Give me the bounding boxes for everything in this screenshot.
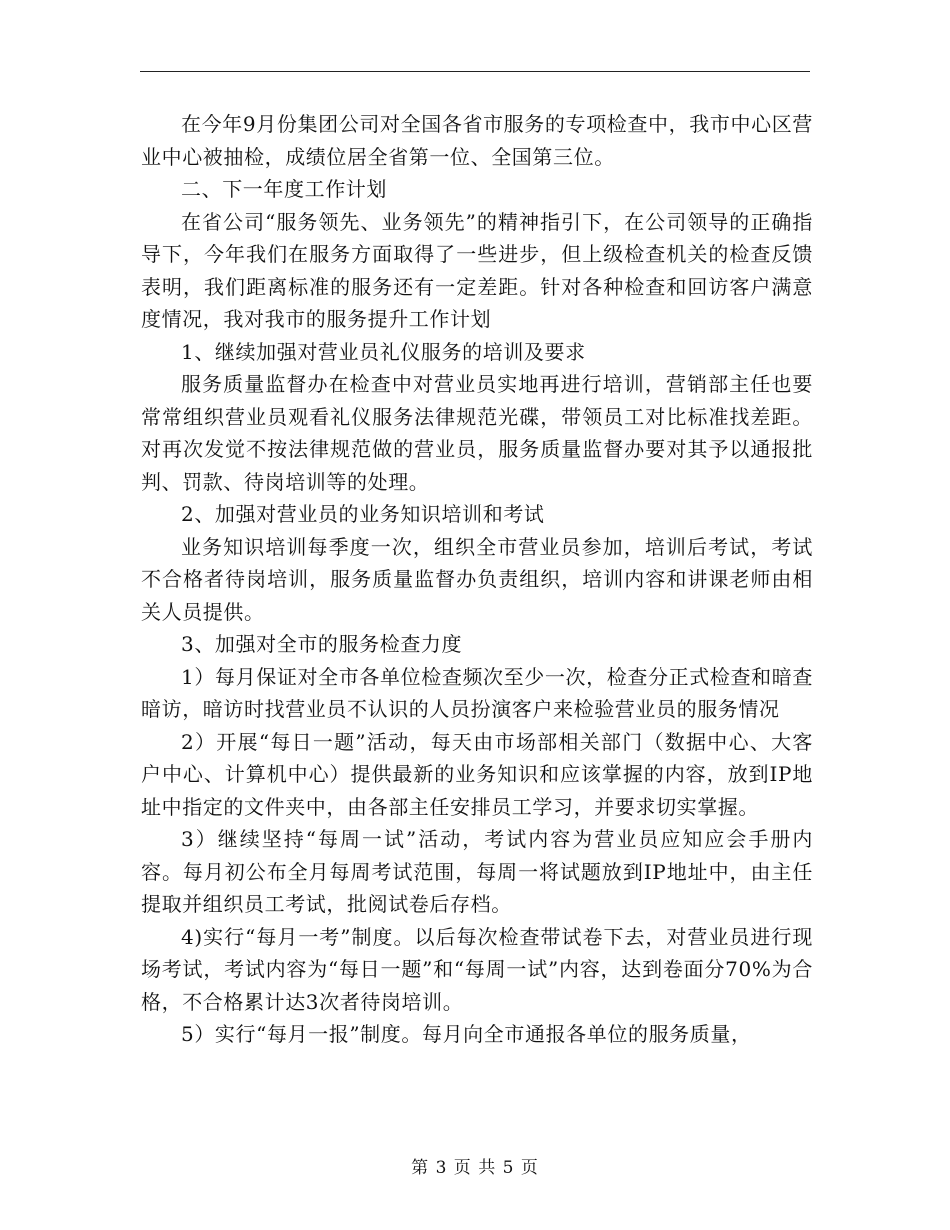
section-heading-next-year-plan: 二、下一年度工作计划 — [181, 177, 387, 201]
subheading-service-inspection: 3、加强对全市的服务检查力度 — [181, 632, 463, 656]
header-rule — [140, 71, 810, 72]
list-item-weekly-test: 3）继续坚持“每周一试”活动，考试内容为营业员应知应会手册内容。每月初公布全月每周考试范围，每周一将试题放到IP地址中，由主任提取并组织员工考试，批阅试卷后存档。 — [141, 827, 813, 916]
list-item-monthly-inspection: 1）每月保证对全市各单位检查频次至少一次，检查分正式检查和暗查暗访，暗访时找营业员不认识的人员扮演客户来检验营业员的服务情况 — [141, 664, 813, 721]
page-number-footer: 第 3 页 共 5 页 — [411, 1158, 539, 1178]
subheading-knowledge-training: 2、加强对营业员的业务知识培训和考试 — [181, 502, 545, 526]
list-item-monthly-report: 5）实行“每月一报”制度。每月向全市通报各单位的服务质量， — [181, 1022, 752, 1046]
document-body — [141, 108, 813, 1051]
paragraph-inspection-result: 在今年9月份集团公司对全国各省市服务的专项检查中，我市中心区营业中心被抽检，成绩位居全省第一位、全国第三位。 — [141, 112, 813, 169]
paragraph-etiquette-training: 服务质量监督办在检查中对营业员实地再进行培训，营销部主任也要常常组织营业员观看礼仪服务法律规范光碟，带领员工对比标准找差距。对再次发觉不按法律规范做的营业员，服务质量监督办要对其予以通报批判、罚款、待岗培训等的处理。 — [141, 372, 813, 494]
paragraph-plan-intro: 在省公司“服务领先、业务领先”的精神指引下，在公司领导的正确指导下，今年我们在服务方面取得了一些进步，但上级检查机关的检查反馈表明，我们距离标准的服务还有一定差距。针对各种检查和回访客户满意度情况，我对我市的服务提升工作计划 — [141, 209, 813, 331]
subheading-etiquette-training: 1、继续加强对营业员礼仪服务的培训及要求 — [181, 339, 586, 364]
paragraph-knowledge-training: 业务知识培训每季度一次，组织全市营业员参加，培训后考试，考试不合格者待岗培训，服务质量监督办负责组织，培训内容和讲课老师由相关人员提供。 — [141, 534, 813, 624]
list-item-monthly-exam: 4)实行“每月一考”制度。以后每次检查带试卷下去，对营业员进行现场考试，考试内容为“每日一题”和“每周一试”内容，达到卷面分70%为合格，不合格累计达3次者待岗培训。 — [141, 924, 813, 1014]
list-item-daily-question: 2）开展“每日一题”活动，每天由市场部相关部门（数据中心、大客户中心、计算机中心）提供最新的业务知识和应该掌握的内容，放到IP地址中指定的文件夹中，由各部主任安排员工学习，并要求切实掌握。 — [141, 729, 813, 819]
